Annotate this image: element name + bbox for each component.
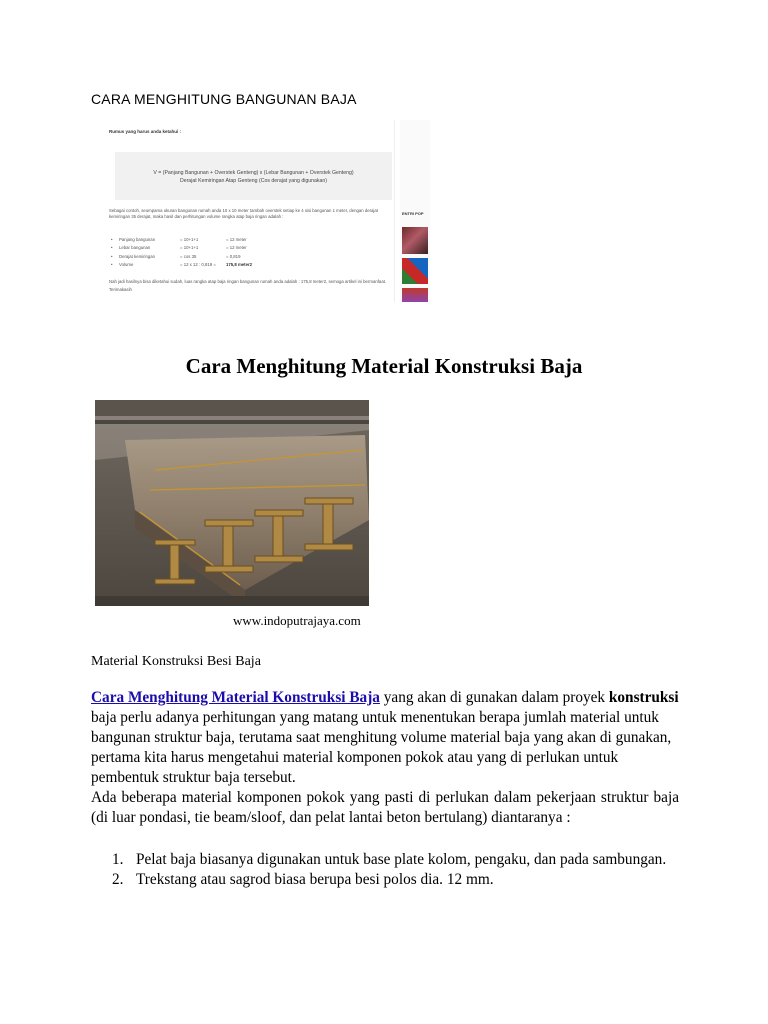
paragraph-text: yang akan di gunakan dalam proyek bbox=[379, 689, 609, 706]
calc-formula: = 10+1+1 bbox=[180, 245, 199, 251]
calc-result: = 0,819 bbox=[226, 253, 241, 259]
formula-numerator: V = (Panjang Bangunan + Overstek Genteng) x (Lebar Bangunan + Overstek Genteng) bbox=[153, 170, 354, 176]
result-text: Nah jadi hasilnya bisa diketahui sudah, luas rangka atap baja ringan bangunan rumah anda adalah : 175,8 meter2, semoga artikel ini bermanfaat. Terimakasih bbox=[109, 279, 387, 292]
calc-key: Lebar bangunan bbox=[119, 245, 151, 251]
calculation-row: • Volume = 12 x 12 : 0,819 = 175,8 meter2 bbox=[111, 261, 252, 269]
calculation-row: • Lebar bangunan = 10+1+1 = 12 meter bbox=[111, 244, 252, 252]
article-body bbox=[91, 688, 679, 828]
calc-formula: = cos 35 bbox=[180, 253, 197, 259]
formula-intro-label: Rumus yang harus anda ketahui : bbox=[109, 129, 182, 134]
paragraph-text: baja perlu adanya perhitungan yang matang untuk menentukan berapa jumlah material untuk bangunan struktur baja, terutama saat menghitung volume material baja yang akan di gunakan, pertama kita harus mengetahui material komponen pokok atau yang di perlukan untuk pembentuk struktur baja tersebut. bbox=[91, 709, 672, 786]
document-heading: CARA MENGHITUNG BANGUNAN BAJA bbox=[91, 91, 357, 107]
popular-post-thumbnail bbox=[402, 288, 428, 302]
popular-post-thumbnail bbox=[402, 227, 428, 254]
photo-watermark: www.indoputrajaya.com bbox=[233, 613, 361, 628]
list-number: 1. bbox=[112, 851, 124, 868]
formula-screenshot-image bbox=[97, 120, 430, 302]
components-list bbox=[112, 850, 672, 890]
calc-result: = 12 meter bbox=[226, 245, 247, 251]
popular-post-thumbnail bbox=[402, 258, 428, 284]
list-item bbox=[112, 850, 672, 870]
calc-formula: = 10+1+1 bbox=[180, 237, 199, 242]
calculation-row: • Derajat kemiringan = cos 35 = 0,819 bbox=[111, 253, 252, 261]
calc-key: Derajat kemiringan bbox=[119, 253, 156, 259]
example-text: Sebagai contoh, seumpama ukuran bangunan rumah anda 10 x 10 meter tambah overstek setiap ke 4 sisi bangunan 1 meter, dengan derajat kemiringan 35 derajat, maka hasil dan perhitungan volume rangka atap baja ringan adalah : bbox=[109, 208, 378, 220]
intro-paragraph bbox=[91, 688, 679, 788]
list-number: 2. bbox=[112, 871, 124, 888]
screenshot-article-pane bbox=[97, 120, 395, 302]
calculation-row: • Panjang bangunan = 10+1+1 = 12 meter bbox=[111, 236, 252, 244]
calc-formula: = 12 x 12 : 0,819 = bbox=[180, 262, 216, 268]
calc-result: 175,8 meter2 bbox=[226, 262, 253, 268]
steel-beams-photo bbox=[95, 400, 369, 606]
calc-key: Volume bbox=[119, 262, 134, 268]
calc-result: = 12 meter bbox=[226, 237, 247, 242]
components-paragraph: Ada beberapa material komponen pokok yang pasti di perlukan dalam pekerjaan struktur baja (di luar pondasi, tie beam/sloof, dan pelat lantai beton bertulang) diantaranya : bbox=[91, 789, 679, 826]
formula-denominator: Derajat Kemiringan Atap Genteng (Cos derajat yang digunakan) bbox=[179, 178, 328, 184]
article-link[interactable]: Cara Menghitung Material Konstruksi Baja bbox=[91, 689, 380, 706]
bold-keyword: konstruksi bbox=[608, 689, 679, 706]
calculation-list bbox=[111, 236, 252, 270]
calc-key: Panjang bangunan bbox=[119, 237, 156, 242]
article-title: Cara Menghitung Material Konstruksi Baja bbox=[185, 354, 583, 378]
list-text: Pelat baja biasanya digunakan untuk base plate kolom, pengaku, dan pada sambungan. bbox=[136, 851, 667, 868]
image-caption: Material Konstruksi Besi Baja bbox=[91, 654, 261, 669]
steel-beams-illustration bbox=[95, 400, 369, 606]
popular-posts-label: ENTRI POP bbox=[402, 211, 424, 216]
list-text: Trekstang atau sagrod biasa berupa besi polos dia. 12 mm. bbox=[136, 871, 494, 888]
list-item bbox=[112, 870, 672, 890]
formula-box bbox=[115, 152, 392, 200]
